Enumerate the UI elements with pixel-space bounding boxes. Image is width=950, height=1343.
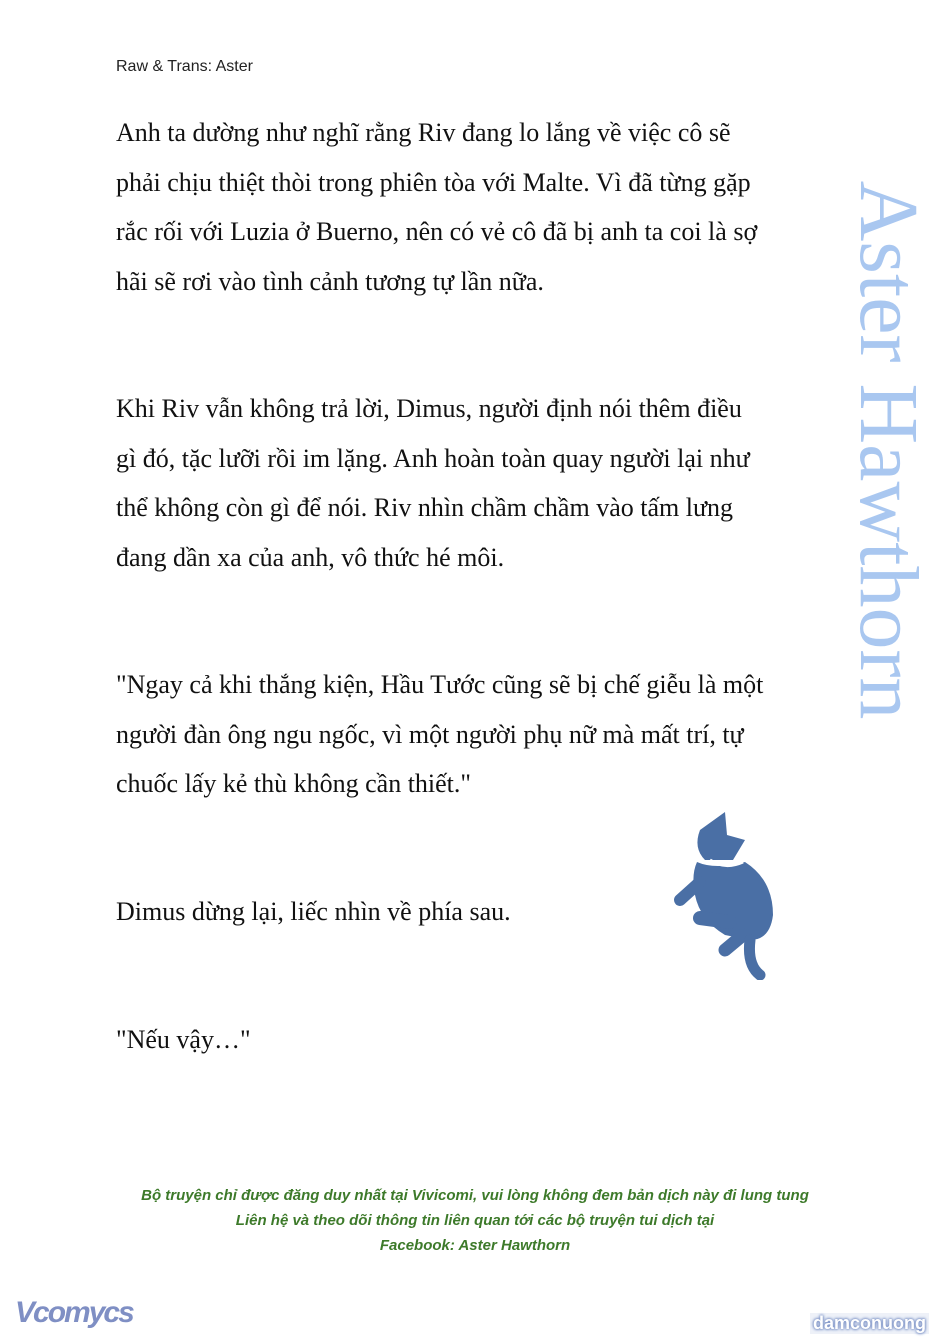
text-line: Anh ta dường như nghĩ rằng Riv đang lo lắng về việc cô sẽ xyxy=(116,118,731,147)
paragraph-3 xyxy=(116,660,763,809)
text-line: thể không còn gì để nói. Riv nhìn chầm chầm vào tấm lưng xyxy=(116,493,734,523)
text-line: gì đó, tặc lưỡi rồi im lặng. Anh hoàn toàn quay người lại như xyxy=(116,443,750,473)
vcomycs-logo: Vcomycs xyxy=(15,1296,133,1329)
text-line: hãi sẽ rơi vào tình cảnh tương tự lần nữa. xyxy=(116,266,544,296)
paragraph-4 xyxy=(116,887,511,937)
text-line: Dimus dừng lại, liếc nhìn về phía sau. xyxy=(116,897,511,926)
paragraph-5 xyxy=(116,1015,251,1065)
text-line: đang dần xa của anh, vô thức hé môi. xyxy=(116,542,505,572)
cat-icon xyxy=(655,800,780,980)
text-line: chuốc lấy kẻ thù không cần thiết." xyxy=(116,769,472,799)
header-credit: Raw & Trans: Aster xyxy=(116,58,253,75)
footer-facebook: Facebook: Aster Hawthorn xyxy=(379,1237,571,1254)
text-line: rắc rối với Luzia ở Buerno, nên có vẻ cô đã bị anh ta coi là sợ xyxy=(116,217,758,247)
footer-notice-2: Liên hệ và theo dõi thông tin liên quan tới các bộ truyện tui dịch tại xyxy=(235,1212,715,1229)
text-line: phải chịu thiệt thòi trong phiên tòa với Malte. Vì đã từng gặp xyxy=(116,167,751,197)
paragraph-1 xyxy=(116,108,757,306)
text-line: người đàn ông ngu ngốc, vì một người phụ nữ mà mất trí, tự xyxy=(116,719,744,749)
paragraph-2 xyxy=(116,384,750,582)
text-line: "Ngay cả khi thắng kiện, Hầu Tước cũng sẽ bị chế giễu là một xyxy=(116,670,764,699)
footer-notice-1: Bộ truyện chỉ được đăng duy nhất tại Vivicomi, vui lòng không đem bản dịch này đi lung tung xyxy=(141,1187,809,1204)
watermark: Aster Hawthorn xyxy=(842,180,935,720)
text-line: Khi Riv vẫn không trả lời, Dimus, người định nói thêm điều xyxy=(116,394,742,423)
text-line: "Nếu vậy…" xyxy=(116,1025,251,1054)
damconuong-logo: damconuong xyxy=(810,1313,929,1334)
